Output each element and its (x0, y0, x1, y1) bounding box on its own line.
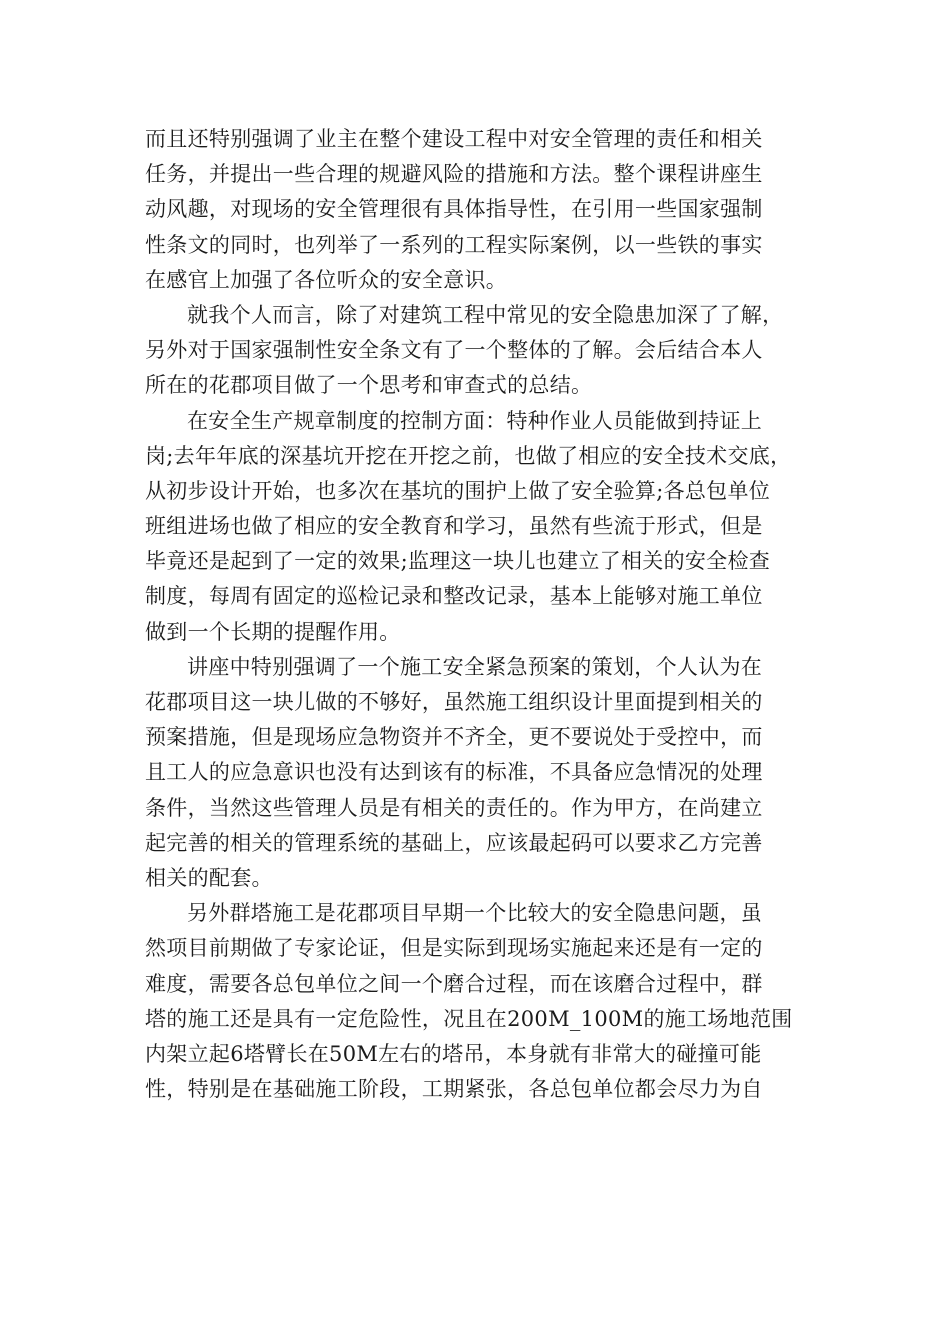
text-line: 起完善的相关的管理系统的基础上，应该最起码可以要求乙方完善 (145, 830, 763, 855)
text-line: 另外对于国家强制性安全条文有了一个整体的了解。会后结合本人 (145, 338, 763, 363)
text-line: 所在的花郡项目做了一个思考和审查式的总结。 (145, 373, 593, 398)
text-line: 动风趣，对现场的安全管理很有具体指导性，在引用一些国家强制 (145, 197, 763, 222)
text-line: 岗;去年年底的深基坑开挖在开挖之前，也做了相应的安全技术交底， (145, 443, 792, 468)
text-line: 塔的施工还是具有一定危险性，况且在200M_100M的施工场地范围 (145, 1006, 793, 1031)
text-line: 然项目前期做了专家论证，但是实际到现场实施起来还是有一定的 (145, 936, 763, 961)
text-line: 性条文的同时，也列举了一系列的工程实际案例，以一些铁的事实 (145, 232, 763, 257)
text-line: 而且还特别强调了业主在整个建设工程中对安全管理的责任和相关 (145, 127, 763, 151)
text-line: 预案措施，但是现场应急物资并不齐全，更不要说处于受控中，而 (145, 725, 763, 750)
text-line: 讲座中特别强调了一个施工安全紧急预案的策划，个人认为在 (187, 654, 763, 679)
text-line: 就我个人而言，除了对建筑工程中常见的安全隐患加深了了解， (187, 302, 784, 327)
text-line: 内架立起6塔臂长在50M左右的塔吊，本身就有非常大的碰撞可能 (145, 1041, 762, 1066)
document-body (145, 122, 815, 1107)
paragraph-1 (145, 122, 815, 298)
text-line: 相关的配套。 (145, 865, 273, 890)
paragraph-2 (145, 298, 815, 404)
text-line: 难度，需要各总包单位之间一个磨合过程，而在该磨合过程中，群 (145, 971, 763, 996)
paragraph-3 (145, 404, 815, 650)
text-line: 在安全生产规章制度的控制方面：特种作业人员能做到持证上 (187, 408, 763, 433)
text-line: 花郡项目这一块儿做的不够好，虽然施工组织设计里面提到相关的 (145, 690, 763, 714)
text-line: 制度，每周有固定的巡检记录和整改记录，基本上能够对施工单位 (145, 584, 763, 609)
text-line: 且工人的应急意识也没有达到该有的标准，不具备应急情况的处理 (145, 760, 763, 785)
paragraph-5 (145, 896, 815, 1107)
text-line: 另外群塔施工是花郡项目早期一个比较大的安全隐患问题，虽 (187, 901, 763, 926)
text-line: 班组进场也做了相应的安全教育和学习，虽然有些流于形式，但是 (145, 514, 763, 539)
text-line: 在感官上加强了各位听众的安全意识。 (145, 267, 508, 292)
text-line: 从初步设计开始，也多次在基坑的围护上做了安全验算;各总包单位 (145, 478, 771, 503)
text-line: 任务，并提出一些合理的规避风险的措施和方法。整个课程讲座生 (145, 162, 763, 187)
text-line: 毕竟还是起到了一定的效果;监理这一块儿也建立了相关的安全检查 (145, 549, 771, 574)
text-line: 条件，当然这些管理人员是有相关的责任的。作为甲方，在尚建立 (145, 795, 763, 820)
text-line: 做到一个长期的提醒作用。 (145, 619, 401, 644)
text-line: 性，特别是在基础施工阶段，工期紧张，各总包单位都会尽力为自 (145, 1077, 763, 1102)
paragraph-4 (145, 650, 815, 896)
